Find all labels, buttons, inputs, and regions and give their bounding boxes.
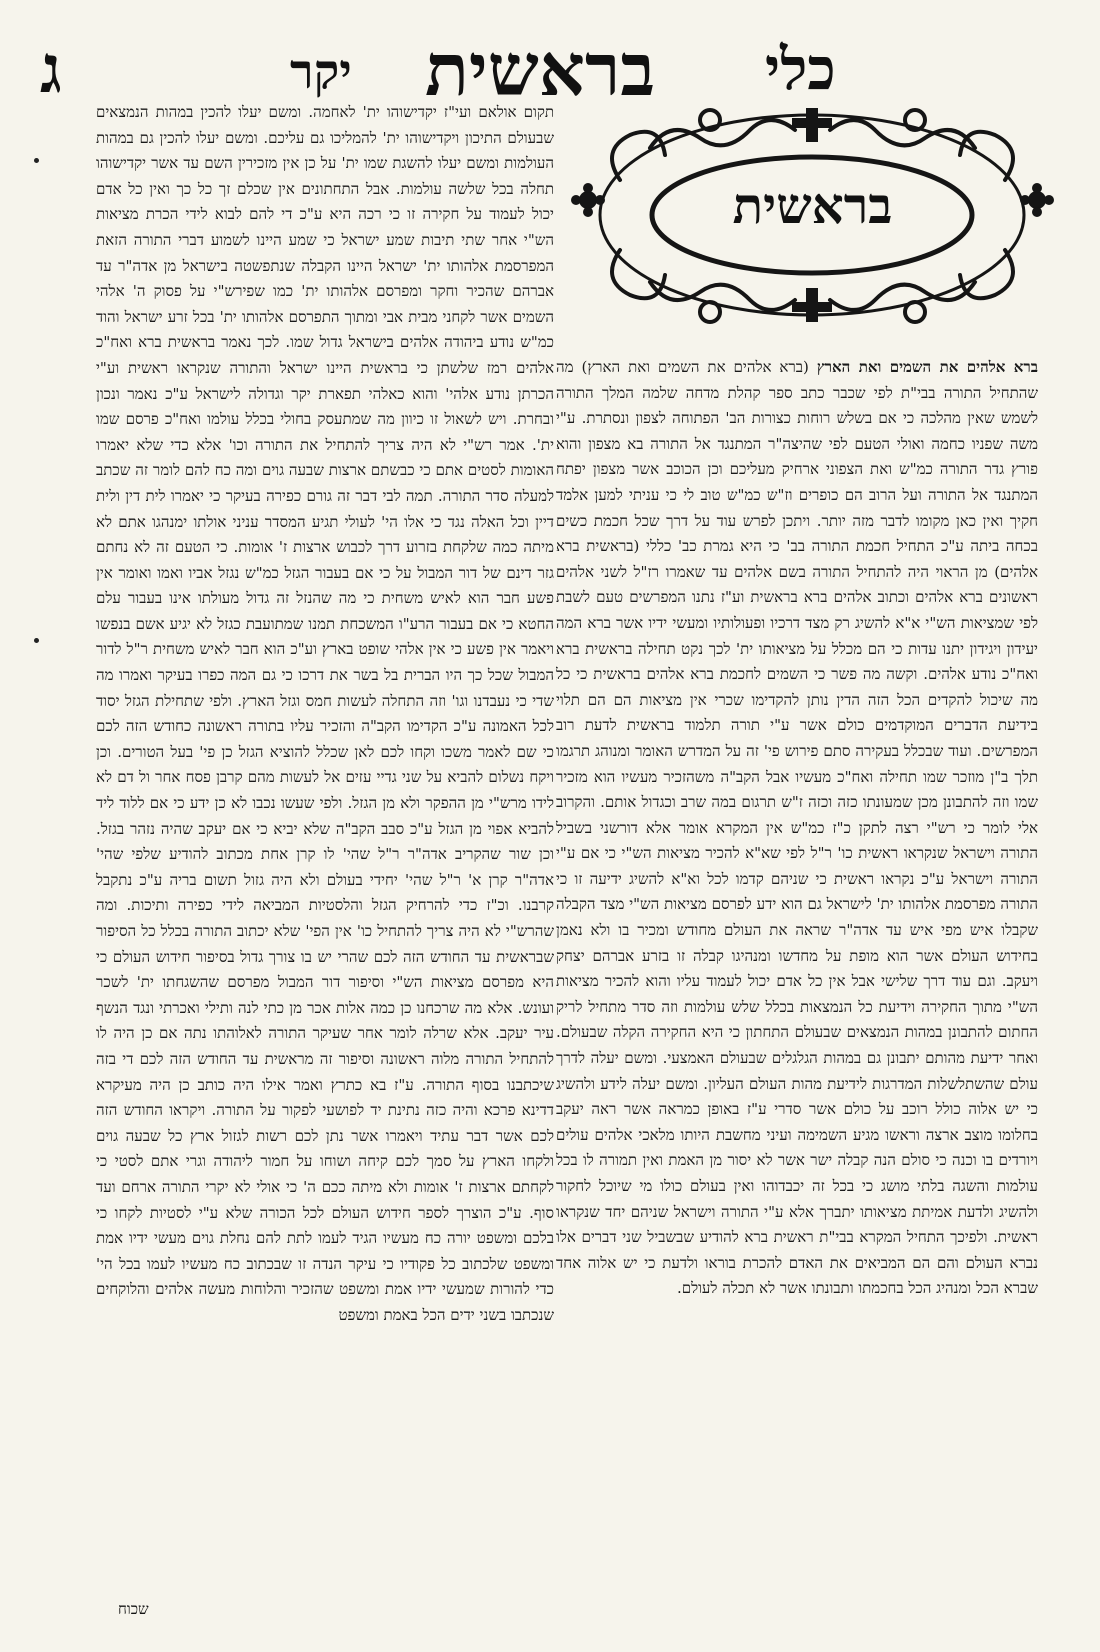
header-book-title: בראשית: [425, 27, 656, 112]
right-column-text: (ברא אלהים את השמים ואת הארץ) מה שהתחיל התורה בבי"ת לפי שכבר כתב ספר קהלת מדחה שלמה המלך התורה לשמש שאין מהלכה כי אם בשלש רוחות כצורות הב' הפתוחה לצפון ונסתרת. ע"י משה שפניו כחמה ואולי הטעם לפי שהיצה"ר המתנגד אל התורה בא מצפון והוא פורץ גדר התורה כמ"ש ואת הצפוני ארחיק מעליכם וכן הכוכב אשר מצפון יפתח המתנגד אל התורה ועל הרוב הם כופרים וז"ש כמ"ש טוב לי כי עניתי למען אלמד חקיך ואין כאן מקומו לדבר מזה יותר. ויתכן לפרש עוד על דרך שכל חכמת כשים בכחה ביתה ע"כ התחיל חכמת התורה בב' כי היא גמרת כב' כללי (בראשית ברא אלהים) מן הראוי היה להתחיל התורה בשם אלהים עד שאמרו רז"ל לשני אלהים ראשונים ברא אלהים וכתוב אלהים ברא בראשית וע"ז נתנו המפרשים טעם לשבת לפי שמציאות הש"י א"א להשיג רק מצד דרכיו ופעולותיו ומעשי ידיו אשר ברא המה יעידון ויגידון יתנו עדות כי הם מכלל על מציאותו ית' לכך נקט תחילה בראשית ברא ואח"כ נודע אלהים. וקשה מה פשר כי השמים לחכמת ברא אלהים בראשית כי כל מה שיכול להקדים הכל הזה הדין נותן להקדימו שכרי אין מציאות הם הם תלוי בידיעת הדברים המוקדמים כולם אשר ע"י תורה תלמוד בראשית לדעת רוב המפרשים. ועוד שבכלל בעקירה סתם פירוש פי' זה על המדרש האומר ומנוהג תרגמו תלך ב"ן מוזכר שמו תחילה ואח"כ מעשיו אבל הקב"ה משהזכיר מעשיו הוא מזכיר שמו וזה להתבונן מכן שמעונתו כזה וכזה ז"ש תרגום במה שרב וכגדול אותם. והקרוב אלי לומר כי רש"י רצה לתקן כ"ז כמ"ש אין המקרא אומר אלא דורשני בשביל התורה וישראל שנקראו ראשית כו' ר"ל לפי שא"א להכיר מציאות הש"י כי אם ע"י התורה וישראל ע"כ נקראו ראשית כי שניהם קדמו לכל וא"א להשיג ידיעה זו כי התורה מפרסמת אלהותו ית' לישראל גם הוא ידע לפרסם מציאות הש"י מצד הקבלה שקבלו איש מפי איש עד אדה"ר שראה את העולם מחודש ומכיר בו ולא נאמן בחידוש העולם אשר הוא מופת על מחדשו ומנהיגו קבלה זו בזרע אברהם יצחק ויעקב. וגם עוד דרך שלישי אבל אין כל אדם יכול לעמוד עליו והוא להכיר מציאות הש"י מתוך החקירה וידיעת כל הנמצאות בכלל שלש עולמות וזה סדר מתחיל לריק החתום להתבונן במהות הנמצאים שבעולם התחתון כי היא החקירה הקלה שבעולם. ואחר ידיעת מהותם יתבונן גם במהות הגלגלים שבעולם האמצעי. ומשם יעלה לדרך עולם שהשתלשלות המדרגות לידיעת מהות העולם העליון. ומשם יעלה לידע ולהשיג כי יש אלוה כולל רוכב על כולם אשר סדרי ע"ז באופן כמראה אשר ראה יעקב בחלומו מוצב ארצה וראשו מגיע השמימה ועיני מחשבת היותו מלאכי אלהים עולים ויורדים בו וכנה כי סולם הנה קבלה ישר אשר לא יסור מן האמת ואין תמורה לו בכל עולמות והשגה בלתי מושג כי בכל זה יכבדוהו ואין בעולם כולו מי שיוכל לחקור ולהשיג ולדעת אמיתת מציאותו יתברך אלא ע"י התורה וישראל שניהם יחד שנקראו ראשית. ולפיכך התחיל המקרא בבי"ת ראשית ברא להודיע שבשביל שני דברים אלו נברא העולם והם הם המביאים את האדם להכרת בוראו ולדעת כי יש אלוה אחד שברא הכל ומנהיג הכל בחכמתו ותבונתו אשר לא תכלה לעולם.: [556, 358, 1038, 1298]
left-column: [96, 100, 554, 1594]
header-yakar: יקר: [290, 44, 352, 100]
margin-mark: [34, 638, 39, 643]
section-title: בראשית: [732, 176, 893, 235]
page-number: ג: [40, 30, 62, 108]
header-kli: כלי: [765, 35, 836, 103]
title-ornament: [560, 90, 1065, 340]
catchword: שכוח: [118, 1600, 149, 1618]
opening-verse: ברא אלהים את השמים ואת הארץ: [816, 358, 1038, 376]
left-column-text: תקום אולאם ועי"ז יקדישוהו ית' לאחמה. ומשם יעלו להכין במהות הנמצאים שבעולם התיכון ויקדישוהו ית' להמליכו גם עליכם. ומשם יעלו להכין גם במהות העולמות ומשם יעלו להשגת שמו ית' על כן אין מזכירין השם עד אשר יקדישוהו תחלה בכל שלשה עולמות. אבל התחתונים אין שכלם זך כל כך ואין כל אדם יכול לעמוד על חקירה זו כי רכה היא ע"כ די להם לבוא לידי הכרת מציאות הש"י אחר שתי תיבות שמע ישראל כי שמע היינו לשמוע דברי התורה הזאת המפרסמת אלהותו ית' ישראל היינו הקבלה שנתפשטה בישראל מן אדה"ר עד אברהם שהכיר וחקר ומפרסם אלהותו ית' כמו שפירש"י על פסוק ה' אלהי השמים אשר לקחני מבית אבי ומתוך התפרסם אלהותו ית' בכל זרע ישראל והוד כמ"ש נודע ביהודה אלהים בישראל גדול שמו. לכך נאמר בראשית ברא ואח"כ אלהים רמז שלשתן כי בראשית היינו ישראל והתורה שנקראו ראשית וע"י הכרתן נודע אלהי' והוא כאלהי תפארת יקר וגדולה לישראל ע"כ נאמר ונכון ובחרת. ויש לשאול זו כיוון מה שמתעסק בחולי בכלל עולמו ואח"כ פרסם שמו ית'. אמר רש"י לא היה צריך להתחיל את התורה וכו' אלא כדי שלא יאמרו האומות לסטים אתם כי כבשתם ארצות שבעה גוים ומה כח להם לומר זה שכתב למעלה סדר התורה. תמה לבי דבר זה גורם כפירה בעיקר כי יאמרו לית דין ולית דיין וכל האלה נגד כי אלו הי' לעולי תגיע המסדר עניני אולתו ימנהגו אתם לא מיתה כמה שלקחת בזרוע דרך לכבוש ארצות ז' אומות. כי הטעם זה לא נחתם גזר דינם של דור המבול על כי אם בעבור הגזל כמ"ש נגזל אביו ואמו ואומר אין פשע חבר הוא לאיש משחית כי מה שהנזל זה גדול מעולתו אינו בעבור עלם החטא כי אם בעבור הרע"ו המשכחת תמנו שמתועבת כגזל לא יגיע אשם בנפשו ויאמר אין פשע כי אין אלהי שופט בארץ וע"כ הוא חבר לאיש משחית ר"ל לדור המבול שכל כך היו הברית בל בשר את דרכו כי גם המה כפרו בעיקר ואמרו מה שדי כי נעבדנו וגו' וזה התחלה לעשות חמס וגזל הארץ. ולפי שתחילת הגזל יסוד לכל האמונה ע"כ הקדימו הקב"ה והזכיר עליו בתורה ראשונה כחודש הזה לכם כי שם לאמר משכו וקחו לכם לאן שכלל להוציא הגזל כן פי' בעל הטורים. וכן ויקח נשלום להביא על שני גדיי עזים אל לעשות מהם קרבן פסח אחר ול דם לא לידו מרש"י מן ההפקר ולא מן הגזל. ולפי שעשו נכבו לא כן ידע כי אם ללוד ליד להביא אפוי מן הגזל ע"כ סבב הקב"ה שלא יביא כי אם יעקב שהיה נזהר בגזל. וכן שור שהקריב אדה"ר ר"ל שהי' לו קרן אחת מכתוב להודיע שלפי שהי' אדה"ר קרן א' ר"ל שהי' יחידי בעולם ולא היה גזול תשום בריה ע"כ נתקבל קרבנו. וכ"ז כדי להרחיק הגזל והלסטיות המביאה לידי כפירה ותיכות. ומה שהרש"י לא היה צריך להתחיל כו' אין הפי' שלא יכתוב התורה בכלל כל הסיפור שבראשית עד החודש הזה לכם שהרי יש בו צורך גדול בסיפור חידוש העולם כי היא מפרסם מציאות הש"י וסיפור דור המבול מפרסם שהשגחתו ית' לשכר ועונש. אלא מה שרכחנו כן כמה אלות אכר מן כתי לנה ותילי ואכרתי ונגד הנשף עיר יעקב. אלא שרלה לומר אחר שעיקר התורה לאלוהתו נתה אם כן היה לו להתחיל התורה מלוה ראשונה וסיפור זה מראשית עד החודש הזה לכם די בזה שיכתבנו בסוף התורה. ע"ז בא כתרץ ואמר אילו היה כותב כן היה מעיקרא דדינא פרכא והיה כזה נתינת יד לפושעי לפקור על התורה. ויקראו החודש הזה לכם אשר דבר עתיד ויאמרו אשר נתן לכם רשות לגזול ארץ כל שבעה גוים ולקחו הארץ על סמך לכם קיחה ושוחו על חמור ליהודה וגרי אתם לסטי כי לקחתם ארצות ז' אומות ולא מיתה ככם ה' כי אולי לא יקרי התורה ארחם ועד סוף. ע"כ הוצרך לספר חידוש העולם לכל הכורה שלא ע"י לסטיות לקחו כי בלכם ומשפט יורה כח מעשיו הגיד לעמו לתת להם נחלת גוים מעשי ידיו אמת ומשפט שלכתוב כל פקודיו כי עיקר הנדה זו שבכתוב כח מעשיו לעמו בכל הי' כדי להורות שמעשי ידיו אמת ומשפט שהזכיר והלוחות מעשה אלהים והלוקחים שנכתבו בשני ידים הכל באמת ומשפט: [96, 103, 554, 1324]
margin-mark: [34, 158, 39, 163]
right-column: [556, 355, 1038, 1605]
